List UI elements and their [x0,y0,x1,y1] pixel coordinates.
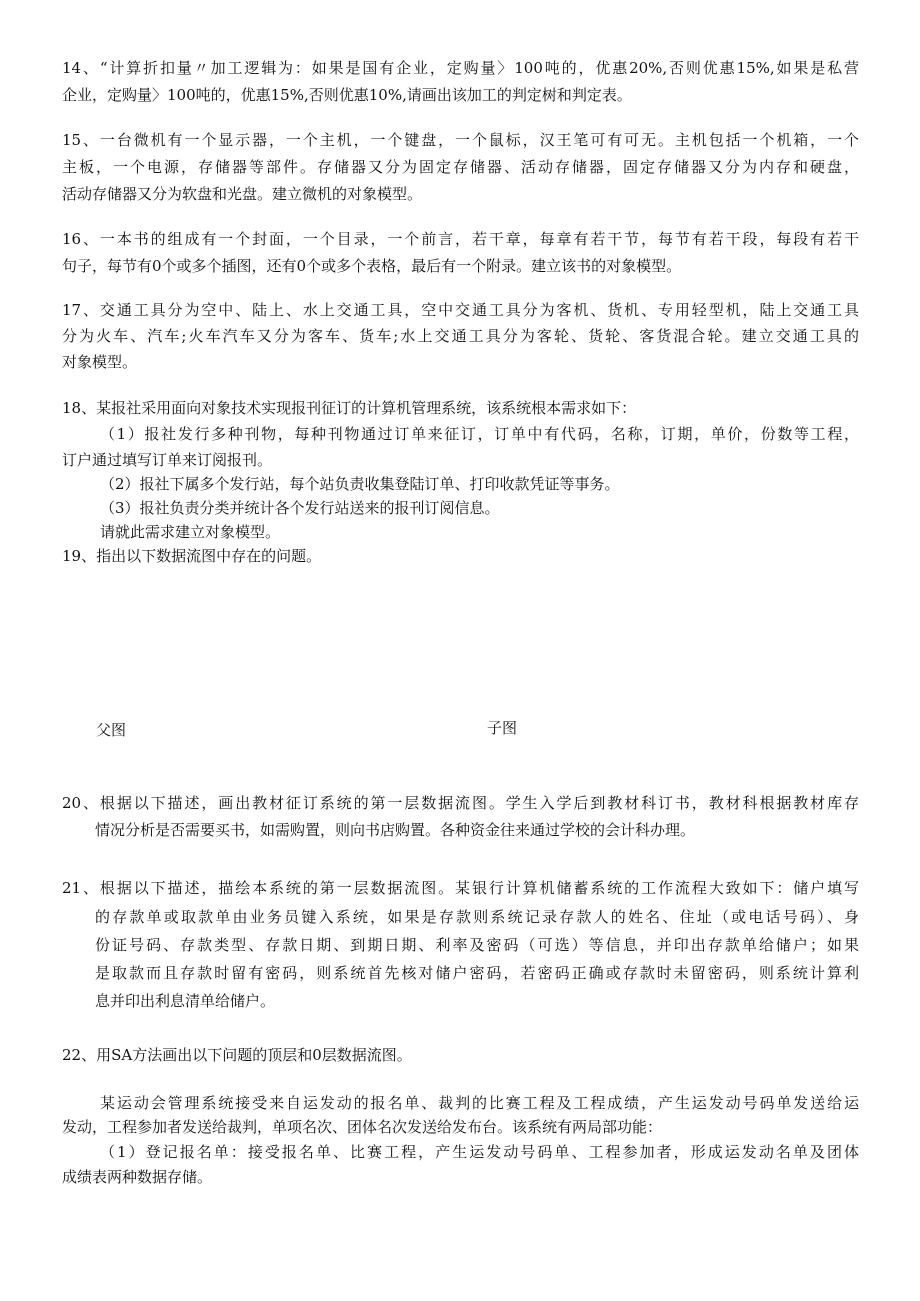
q14-line-2: 企业，定购量〉100吨的，优惠15%,否则优惠10%,请画出该加工的判定树和判定表。 [62,86,632,104]
q19-line-1: 19、指出以下数据流图中存在的问题。 [62,547,322,565]
q21-line-5: 息并印出利息清单给储户。 [95,992,276,1010]
q15-line-2: 主板，一个电源，存储器等部件。存储器又分为固定存储器、活动存储器，固定存储器又分为内存和硬盘， [62,158,859,176]
q15-line-3: 活动存储器又分为软盘和光盘。建立微机的对象模型。 [62,185,423,203]
q22-para-line-1: 某运动会管理系统接受来自运发动的报名单、裁判的比赛工程及工程成绩，产生运发动号码单发送给运 [100,1094,859,1112]
q18-item-3: （3）报社负责分类并统计各个发行站送来的报刊订阅信息。 [100,499,500,517]
q21-line-3: 份证号码、存款类型、存款日期、到期日期、利率及密码（可选）等信息，并印出存款单给储户；如果 [95,936,859,954]
q20-line-1: 20、根据以下描述，画出教材征订系统的第一层数据流图。学生入学后到教材科订书，教材科根据教材库存 [62,794,859,812]
q22-para-line-2: 发动，工程参加者发送给裁判，单项名次、团体名次发送给发布台。该系统有两局部功能： [62,1118,663,1136]
q18-item-2: （2）报社下属多个发行站，每个站负责收集登陆订单、打印收款凭证等事务。 [100,475,620,493]
q20-line-2: 情况分析是否需要买书，如需购置，则向书店购置。各种资金往来通过学校的会计科办理。 [95,821,696,839]
q19-parent-diagram-label: 父图 [96,721,127,739]
q18-closing: 请就此需求建立对象模型。 [100,523,281,541]
q22-line-1: 22、用SA方法画出以下问题的顶层和0层数据流图。 [62,1046,412,1064]
q18-item-1-line-1: （1）报社发行多种刊物，每种刊物通过订单来征订，订单中有代码，名称，订期，单价，份数等工程， [100,425,859,443]
q21-line-1: 21、根据以下描述，描绘本系统的第一层数据流图。某银行计算机储蓄系统的工作流程大致如下：储户填写 [62,879,859,897]
q17-line-3: 对象模型。 [62,353,138,371]
q16-line-2: 句子，每节有0个或多个插图，还有0个或多个表格，最后有一个附录。建立该书的对象模型。 [62,257,682,275]
q18-line-1: 18、某报社采用面向对象技术实现报刊征订的计算机管理系统，该系统根本需求如下： [62,399,637,417]
q17-line-2: 分为火车、汽车;火车汽车又分为客车、货车;水上交通工具分为客轮、货轮、客货混合轮。建立交通工具的 [62,327,859,345]
q14-line-1: 14、“计算折扣量〃加工逻辑为：如果是国有企业，定购量〉100吨的，优惠20%,否则优惠15%,如果是私营 [62,59,859,77]
q18-item-1-line-2: 订户通过填写订单来订阅报刊。 [62,451,273,469]
q21-line-2: 的存款单或取款单由业务员键入系统，如果是存款则系统记录存款人的姓名、住址（或电话号码）、身 [95,908,859,926]
q19-child-diagram-label: 子图 [487,719,518,737]
q16-line-1: 16、一本书的组成有一个封面，一个目录，一个前言，若干章，每章有若干节，每节有若干段，每段有若干 [62,230,859,248]
q22-item-1-line-1: （1）登记报名单：接受报名单、比赛工程，产生运发动号码单、工程参加者，形成运发动名单及团体 [100,1143,859,1161]
q21-line-4: 是取款而且存款时留有密码，则系统首先核对储户密码，若密码正确或存款时未留密码，则系统计算利 [95,964,859,982]
q17-line-1: 17、交通工具分为空中、陆上、水上交通工具，空中交通工具分为客机、货机、专用轻型机，陆上交通工具 [62,301,859,319]
q15-line-1: 15、一台微机有一个显示器，一个主机，一个键盘，一个鼠标，汉王笔可有可无。主机包括一个机箱，一个 [62,131,859,149]
q22-item-1-line-2: 成绩表两种数据存储。 [62,1168,213,1186]
